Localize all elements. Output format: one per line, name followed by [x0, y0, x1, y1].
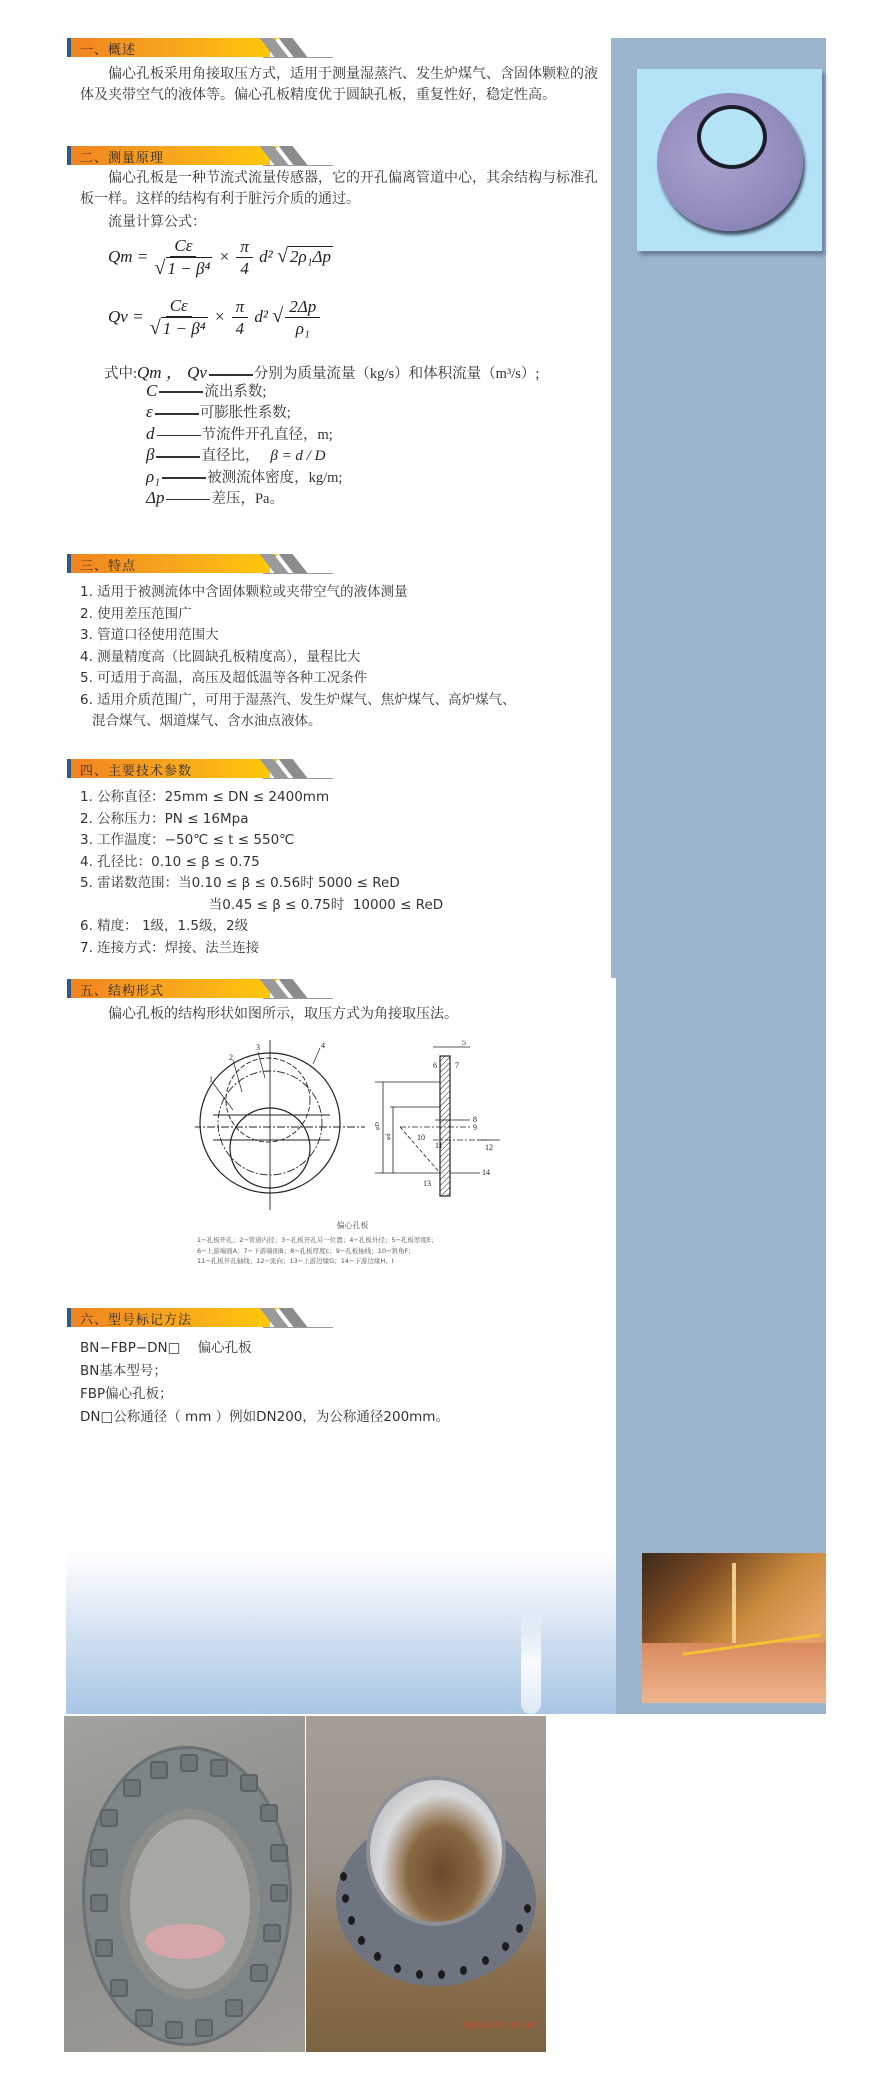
definition-row: C 流出系数; [146, 380, 267, 400]
product-image-orifice-plate [637, 69, 822, 251]
date-stamp: 2010/3/13 14:50 [461, 2021, 534, 2030]
definition-row: d 节流件开孔直径，m; [146, 423, 333, 443]
list-item: 2. 使用差压范围广 [80, 605, 192, 622]
diagram-legend: 1−孔板开孔；2−管道内径；3−孔板开孔另一位置；4−孔板外径；5−孔板厚度E； 6−上游端面A；7−下游端面B；8−孔板厚度c；9−孔板轴线；10−斜角F； 11−孔板开孔轴线；12−流向；13−上游边缘G；14−下游边缘H、I [197, 1236, 438, 1265]
svg-text:6: 6 [433, 1061, 437, 1070]
list-item: 6. 适用介质范围广，可用于湿蒸汽、发生炉煤气、焦炉煤气、高炉煤气、 [80, 691, 516, 708]
svg-text:2: 2 [229, 1053, 233, 1062]
svg-text:4: 4 [321, 1041, 325, 1050]
formula-mass-flow: Qm = $\frac{C\varepsilon}{\text{√ 1 − β⁴}}$ × $\frac{\pi}{4}$ d² √ 2ρ₁Δp [108, 236, 332, 279]
structure-text: 偏心孔板的结构形状如图所示，取压方式为角接取压法。 [108, 1006, 458, 1022]
formula-label: 流量计算公式： [108, 214, 206, 230]
list-item: 6. 精度： 1级，1.5级，2级 [80, 918, 249, 934]
list-item: FBP偏心孔板； [80, 1386, 173, 1402]
section-header-features: 三、特点 [67, 554, 337, 574]
specs-list [80, 787, 443, 959]
section-header-overview: 一、概述 [67, 38, 337, 58]
sky-background-image [66, 1550, 616, 1714]
definition-row: Δp 差压，Pa。 [146, 488, 284, 507]
variable-definitions [104, 358, 539, 509]
list-item: 5. 雷诺数范围：当0.10 ≤ β ≤ 0.56时 5000 ≤ ReD [80, 875, 400, 891]
list-item: 3. 管道口径使用范围大 [80, 627, 219, 643]
list-item: 当0.45 ≤ β ≤ 0.75时 10000 ≤ ReD [80, 896, 444, 913]
diagram-caption: 偏心孔板 [336, 1221, 369, 1230]
svg-text:7: 7 [455, 1061, 459, 1070]
orifice-disc [657, 93, 803, 231]
svg-text:13: 13 [423, 1179, 431, 1188]
list-item: 4. 孔径比：0.10 ≤ β ≤ 0.75 [80, 853, 260, 870]
svg-text:1: 1 [209, 1075, 213, 1084]
list-item: 混合煤气、烟道煤气、含水油点液体。 [92, 713, 322, 729]
svg-text:3: 3 [256, 1043, 260, 1052]
svg-text:11: 11 [435, 1141, 443, 1150]
list-item: 3. 工作温度：−50℃ ≤ t ≤ 550℃ [80, 832, 295, 848]
svg-text:5: 5 [462, 1040, 466, 1047]
list-item: 2. 公称压力：PN ≤ 16Mpa [80, 810, 249, 827]
features-list [80, 582, 516, 733]
svg-text:φd: φd [386, 1133, 392, 1140]
svg-text:φD: φD [375, 1122, 381, 1130]
eccentric-bore [697, 105, 767, 169]
list-item: 7. 连接方式：焊接、法兰连接 [80, 939, 260, 956]
section-header-structure: 五、结构形式 [67, 979, 337, 999]
orifice-plate-diagram [195, 1040, 510, 1280]
factory-photo [642, 1553, 826, 1703]
model-code-list [80, 1337, 449, 1429]
definition-row: 式中:Qm ， Qv 分别为质量流量（kg/s）和体积流量（m³/s）; [104, 363, 540, 382]
svg-text:8: 8 [473, 1115, 477, 1124]
definition-row: β 直径比， β = d / D [146, 445, 326, 464]
svg-text:14: 14 [482, 1168, 490, 1177]
section-header-specs: 四、主要技术参数 [67, 759, 337, 779]
list-item: 1. 公称直径：25mm ≤ DN ≤ 2400mm [80, 789, 330, 805]
section-header-principle: 二、测量原理 [67, 146, 337, 166]
principle-text: 偏心孔板是一种节流式流量传感器，它的开孔偏离管道中心，其余结构与标准孔板一样。这样的结构有利于脏污介质的通过。 [80, 170, 598, 207]
large-flange-photo [306, 1716, 546, 2052]
technical-drawing [195, 1040, 510, 1220]
list-item: BN−FBP−DN□ 偏心孔板 [80, 1340, 252, 1356]
definition-row: ε 可膨胀性系数; [146, 402, 291, 421]
definition-row: ρ₁ 被测流体密度，kg/m; [146, 466, 343, 486]
section-header-model-code: 六、型号标记方法 [67, 1308, 337, 1328]
svg-text:12: 12 [485, 1143, 493, 1152]
list-item: 1. 适用于被测流体中含固体颗粒或夹带空气的液体测量 [80, 584, 408, 600]
flange-assembly-photo [64, 1716, 305, 2052]
formula-volume-flow: Qv = $\frac{C\varepsilon}{\text{√ 1 − β⁴}}$ × $\frac{\pi}{4}$ d² √ $\frac{2\Delta p}{\text{ρ₁}}$ [108, 296, 322, 340]
svg-text:9: 9 [473, 1123, 477, 1132]
list-item: DN□公称通径（ mm ）例如DN200，为公称通径200mm。 [80, 1409, 449, 1425]
list-item: 5. 可适用于高温，高压及超低温等各种工况条件 [80, 670, 368, 686]
list-item: BN基本型号； [80, 1363, 167, 1379]
svg-text:10: 10 [417, 1133, 425, 1142]
overview-text: 偏心孔板采用角接取压方式，适用于测量湿蒸汽、发生炉煤气、含固体颗粒的液体及夹带空气的液体等。偏心孔板精度优于圆缺孔板，重复性好，稳定性高。 [80, 66, 598, 103]
list-item: 4. 测量精度高（比圆缺孔板精度高），量程比大 [80, 648, 361, 665]
